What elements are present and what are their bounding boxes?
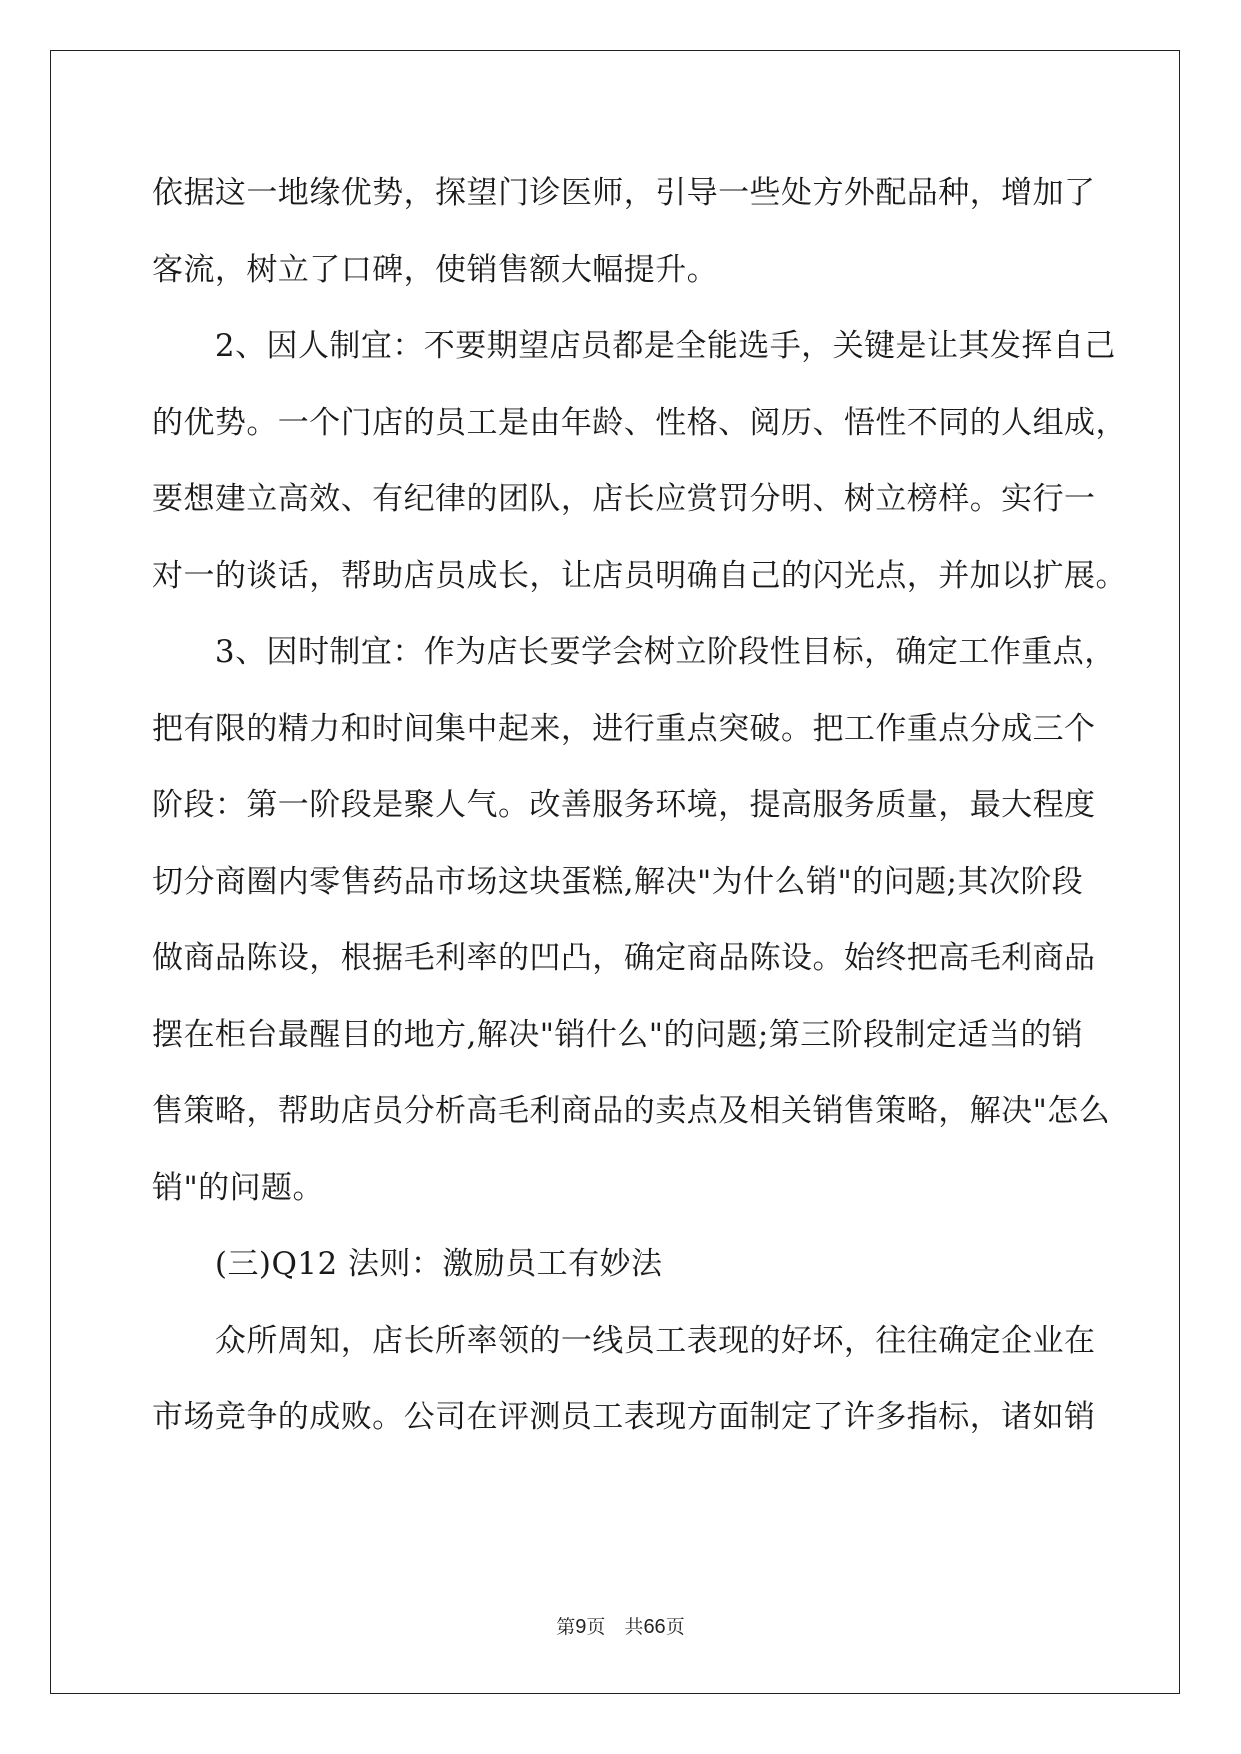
footer-prefix: 第 bbox=[556, 1616, 576, 1638]
footer-suffix: 页 bbox=[665, 1616, 685, 1638]
text-line: 切分商圈内零售药品市场这块蛋糕,解决"为什么销"的问题;其次阶段 bbox=[152, 863, 1084, 900]
page-footer bbox=[0, 1612, 1241, 1639]
text-line: 要想建立高效、有纪律的团队，店长应赏罚分明、树立榜样。实行一 bbox=[152, 481, 1096, 517]
page-number: 9 bbox=[575, 1616, 587, 1638]
footer-mid: 页 共 bbox=[586, 1616, 644, 1638]
text-line: 市场竞争的成败。公司在评测员工表现方面制定了许多指标，诸如销 bbox=[152, 1399, 1096, 1435]
text-line: 3、因时制宜：作为店长要学会树立阶段性目标，确定工作重点， bbox=[152, 634, 1116, 670]
text-line: 销"的问题。 bbox=[152, 1169, 324, 1206]
text-line: 2、因人制宜：不要期望店员都是全能选手，关键是让其发挥自己 bbox=[152, 328, 1116, 364]
text-line: 对一的谈话，帮助店员成长，让店员明确自己的闪光点，并加以扩展。 bbox=[152, 557, 1127, 594]
text-line: 阶段：第一阶段是聚人气。改善服务环境，提高服务质量，最大程度 bbox=[152, 787, 1096, 823]
section-heading: (三)Q12 法则：激励员工有妙法 bbox=[152, 1246, 663, 1282]
total-pages: 66 bbox=[643, 1616, 666, 1638]
document-body bbox=[152, 155, 1127, 1456]
text-line: 众所周知，店长所率领的一线员工表现的好坏，往往确定企业在 bbox=[152, 1322, 1096, 1359]
text-line: 的优势。一个门店的员工是由年龄、性格、阅历、悟性不同的人组成， bbox=[152, 404, 1127, 441]
text-line: 售策略，帮助店员分析高毛利商品的卖点及相关销售策略，解决"怎么 bbox=[152, 1093, 1111, 1129]
text-line: 把有限的精力和时间集中起来，进行重点突破。把工作重点分成三个 bbox=[152, 710, 1096, 747]
text-line: 做商品陈设，根据毛利率的凹凸，确定商品陈设。始终把高毛利商品 bbox=[152, 940, 1096, 976]
text-line: 摆在柜台最醒目的地方,解决"销什么"的问题;第三阶段制定适当的销 bbox=[152, 1016, 1084, 1053]
text-line: 依据这一地缘优势，探望门诊医师，引导一些处方外配品种，增加了 bbox=[152, 175, 1096, 211]
text-line: 客流，树立了口碑，使销售额大幅提升。 bbox=[152, 251, 719, 288]
